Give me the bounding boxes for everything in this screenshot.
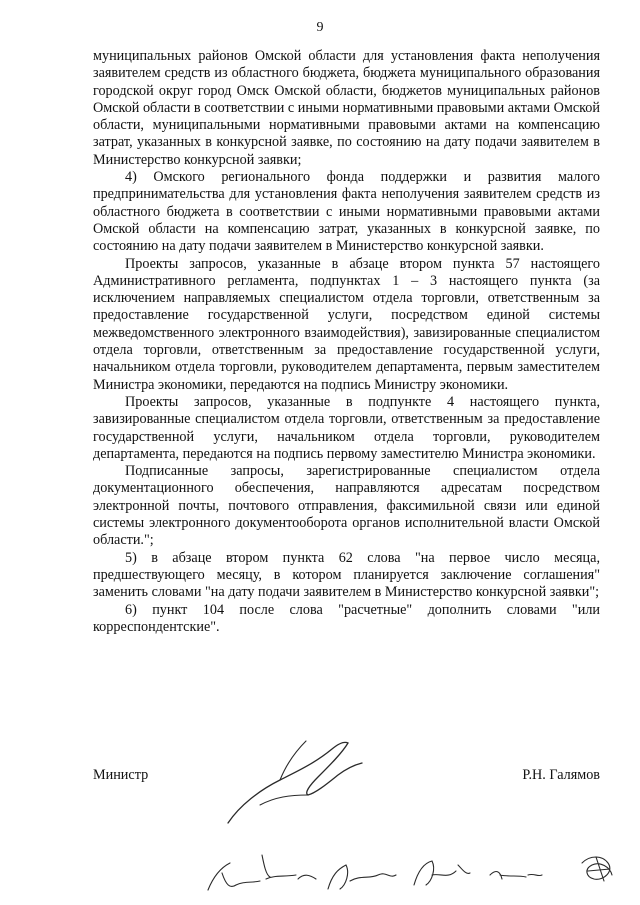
paragraph-amendment-6: 6) пункт 104 после слова "расчетные" дополнить словами "или корреспондентские". — [93, 601, 600, 635]
paragraph-amendment-5: 5) в абзаце втором пункта 62 слова "на первое число месяца, предшествующего месяцу, в котором планируется заключение соглашения" заменить словами "на дату подачи заявителем в Министерство конкурсной заявки"; — [93, 549, 600, 601]
document-body — [93, 48, 600, 636]
paragraph-continuation: муниципальных районов Омской области для установления факта неполучения заявителем средств из областного бюджета, бюджета муниципального образования городской округ город Омск Омской области, бюджетов муниципальных районов Омской области в соответствии с иными нормативными правовыми актами Омской области, муниципальными нормативными правовыми актами на компенсацию затрат, указанных в конкурсной заявке, по состоянию на дату подачи заявителем в Министерство конкурсной заявки; — [93, 48, 600, 168]
paragraph-signed-requests: Подписанные запросы, зарегистрированные специалистом отдела документационного обеспечения, направляются адресатам посредством электронной почты, почтового отправления, факсимильной связи или единой системы электронного документооборота органов исполнительной власти Омской области."; — [93, 463, 600, 549]
handwritten-signature — [220, 735, 370, 830]
paragraph-item-4: 4) Омского регионального фонда поддержки и развития малого предпринимательства для установления факта неполучения заявителем средств из областного бюджета в соответствии с иными нормативными правовыми актами Омской области на компенсацию затрат, указанных в конкурсной заявке, по состоянию на дату подачи заявителем в Министерство конкурсной заявки. — [93, 169, 600, 255]
page-number: 9 — [316, 20, 324, 35]
approval-initials — [200, 845, 630, 900]
paragraph-draft-requests-minister: Проекты запросов, указанные в абзаце втором пункта 57 настоящего Административного регламента, подпунктах 1 – 3 настоящего пункта (за исключением направляемых специалистом отдела торговли, ответственным за предоставление государственной услуги, посредством единой системы межведомственного электронного взаимодействия), завизированные специалистом отдела торговли, ответственным за предоставление государственной услуги, начальником отдела торговли, руководителем департамента, первым заместителем Министра экономики, передаются на подпись Министру экономики. — [93, 255, 600, 393]
signatory-title: Министр — [93, 767, 149, 783]
signatory-name: Р.Н. Галямов — [522, 767, 600, 783]
paragraph-draft-requests-deputy: Проекты запросов, указанные в подпункте 4 настоящего пункта, завизированные специалистом отдела торговли, ответственным за предоставление государственной услуги, начальником отдела торговли, руководителем департамента, передаются на подпись первому заместителю Министра экономики. — [93, 393, 600, 462]
